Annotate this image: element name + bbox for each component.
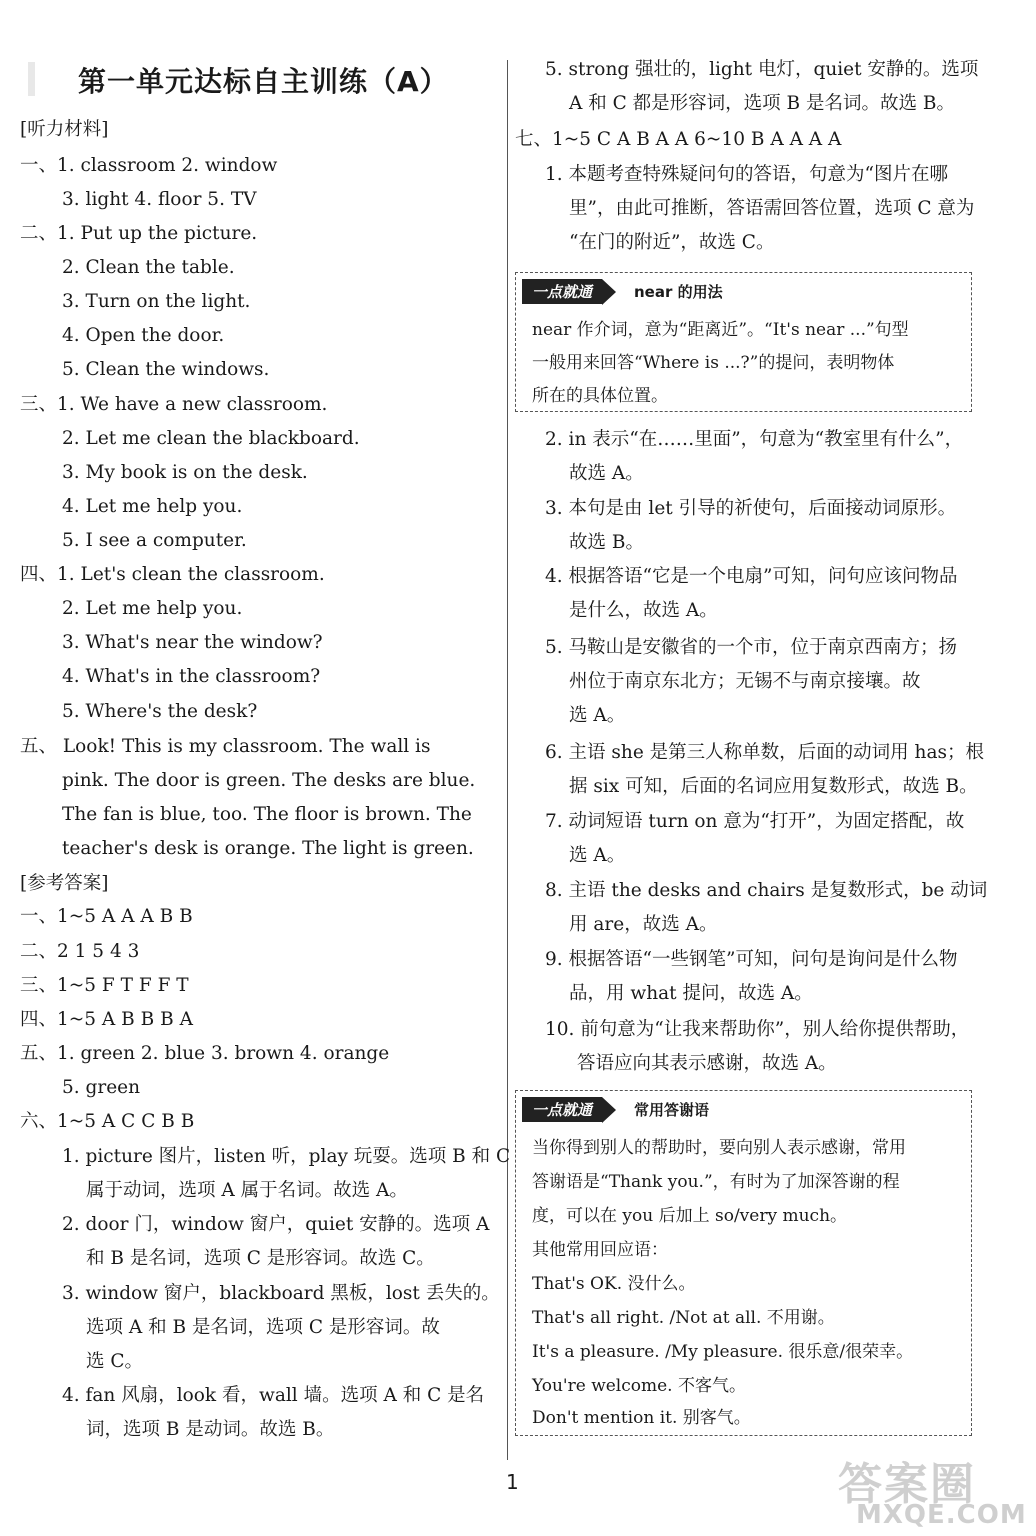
text-line: 和 B 是名词，选项 C 是形容词。故选 C。 [86,1248,435,1269]
tip-box-near [515,272,972,412]
text-line: 是什么，故选 A。 [569,600,718,621]
title-accent-bar [28,62,35,96]
text-line: 一、1~5 A A A B B [20,906,193,927]
text-line: [参考答案] [20,873,109,894]
text-line: A 和 C 都是形容词，选项 B 是名词。故选 B。 [569,93,955,114]
text-line: 2. Clean the table. [62,257,235,278]
tip-line: 其他常用回应语： [532,1240,668,1260]
tip-box-thanks [515,1090,972,1436]
text-line: 据 six 可知，后面的名词应用复数形式，故选 B。 [569,776,978,797]
text-line: 3. window 窗户，blackboard 黑板，lost 丢失的。 [62,1283,500,1304]
text-line: 4. fan 风扇，look 看，wall 墙。选项 A 和 C 是名 [62,1385,485,1406]
text-line: “在门的附近”，故选 C。 [569,232,775,253]
text-line: 选 A。 [569,845,626,866]
text-line: 用 are，故选 A。 [569,914,718,935]
text-line: 7. 动词短语 turn on 意为“打开”，为固定搭配，故 [545,811,965,832]
text-line: 4. Let me help you. [62,496,243,517]
text-line: 里”，由此可推断，答语需回答位置，选项 C 意为 [569,198,975,219]
text-line: 4. What's in the classroom? [62,666,321,687]
tip-tag: 一点就通 [522,1097,602,1122]
watermark-logo [838,1448,1028,1532]
watermark-url: MXQE.COM [856,1500,1027,1530]
text-line: 6. 主语 she 是第三人称单数，后面的动词用 has；根 [545,742,984,763]
text-line: 二、2 1 5 4 3 [20,941,140,962]
tip-line: near 作介词，意为“距离近”。“It's near ...”句型 [532,320,909,340]
tip-line: 所在的具体位置。 [532,386,668,406]
column-divider [507,60,508,1460]
text-line: 3. My book is on the desk. [62,462,308,483]
page-title: 第一单元达标自主训练（A） [78,65,449,98]
text-line: 四、1. Let's clean the classroom. [20,564,325,585]
text-line: 3. light 4. floor 5. TV [62,189,257,210]
tip-title: 常用答谢语 [634,1101,710,1119]
tip-line: You're welcome. 不客气。 [532,1376,746,1396]
watermark-text: 答案圈 [838,1459,976,1510]
text-line: 四、1~5 A B B B A [20,1009,193,1030]
text-line: 故选 A。 [569,463,644,484]
text-line: 六、1~5 A C C B B [20,1111,195,1132]
tip-line: That's all right. /Not at all. 不用谢。 [532,1308,835,1328]
text-line: 5. I see a computer. [62,530,247,551]
text-line: 1. picture 图片，listen 听，play 玩耍。选项 B 和 C [62,1146,511,1167]
text-line: 故选 B。 [569,532,644,553]
text-line: 9. 根据答语“一些钢笔”可知，问句是询问是什么物 [545,949,958,970]
text-line: 3. Turn on the light. [62,291,251,312]
text-line: 州位于南京东北方；无锡不与南京接壤。故 [569,671,921,692]
text-line: 2. Let me clean the blackboard. [62,428,360,449]
text-line: 5. Where's the desk? [62,701,258,722]
text-line: 三、1. We have a new classroom. [20,394,328,415]
tip-line: 当你得到别人的帮助时，要向别人表示感谢，常用 [532,1138,906,1158]
text-line: 5. strong 强壮的，light 电灯，quiet 安静的。选项 [545,59,979,80]
text-line: 答语应向其表示感谢，故选 A。 [577,1053,837,1074]
text-line: 3. 本句是由 let 引导的祈使句，后面接动词原形。 [545,498,957,519]
tip-title: near 的用法 [634,283,723,301]
tip-tag: 一点就通 [522,279,602,304]
text-line: pink. The door is green. The desks are blue. [62,770,476,791]
text-line: 2. in 表示“在……里面”，句意为“教室里有什么”， [545,429,964,450]
text-line: 2. Let me help you. [62,598,243,619]
tip-line: Don't mention it. 别客气。 [532,1408,751,1428]
text-line: teacher's desk is orange. The light is green. [62,838,474,859]
text-line: 选 A。 [569,705,626,726]
text-line: The fan is blue, too. The floor is brown. The [62,804,472,825]
text-line: 4. 根据答语“它是一个电扇”可知，问句应该问物品 [545,566,958,587]
text-line: 属于动词，选项 A 属于名词。故选 A。 [86,1180,408,1201]
text-line: 二、1. Put up the picture. [20,223,258,244]
text-line: 5. green [62,1077,141,1098]
text-line: 10. 前句意为“让我来帮助你”，别人给你提供帮助， [545,1019,970,1040]
text-line: 4. Open the door. [62,325,225,346]
text-line: 五、1. green 2. blue 3. brown 4. orange [20,1043,390,1064]
text-line: 五、 Look! This is my classroom. The wall is [20,736,431,757]
text-line: 词，选项 B 是动词。故选 B。 [86,1419,335,1440]
tip-line: That's OK. 没什么。 [532,1274,696,1294]
tip-line: It's a pleasure. /My pleasure. 很乐意/很荣幸。 [532,1342,914,1362]
tip-line: 答谢语是“Thank you.”，有时为了加深答谢的程 [532,1172,900,1192]
text-line: 3. What's near the window? [62,632,323,653]
page-number: 1 [506,1470,519,1494]
text-line: 2. door 门，window 窗户，quiet 安静的。选项 A [62,1214,490,1235]
text-line: 8. 主语 the desks and chairs 是复数形式，be 动词 [545,880,988,901]
tip-line: 一般用来回答“Where is ...?”的提问，表明物体 [532,353,895,373]
text-line: 5. 马鞍山是安徽省的一个市，位于南京西南方；扬 [545,637,958,658]
text-line: 选项 A 和 B 是名词，选项 C 是形容词。故 [86,1317,440,1338]
text-line: 三、1~5 F T F F T [20,975,189,996]
text-line: [听力材料] [20,119,109,140]
tip-line: 度，可以在 you 后加上 so/very much。 [532,1206,848,1226]
text-line: 1. 本题考查特殊疑问句的答语，句意为“图片在哪 [545,164,948,185]
text-line: 一、1. classroom 2. window [20,155,278,176]
text-line: 5. Clean the windows. [62,359,270,380]
text-line: 品，用 what 提问，故选 A。 [569,983,813,1004]
text-line: 七、1~5 C A B A A 6~10 B A A A A [515,129,842,150]
text-line: 选 C。 [86,1351,144,1372]
